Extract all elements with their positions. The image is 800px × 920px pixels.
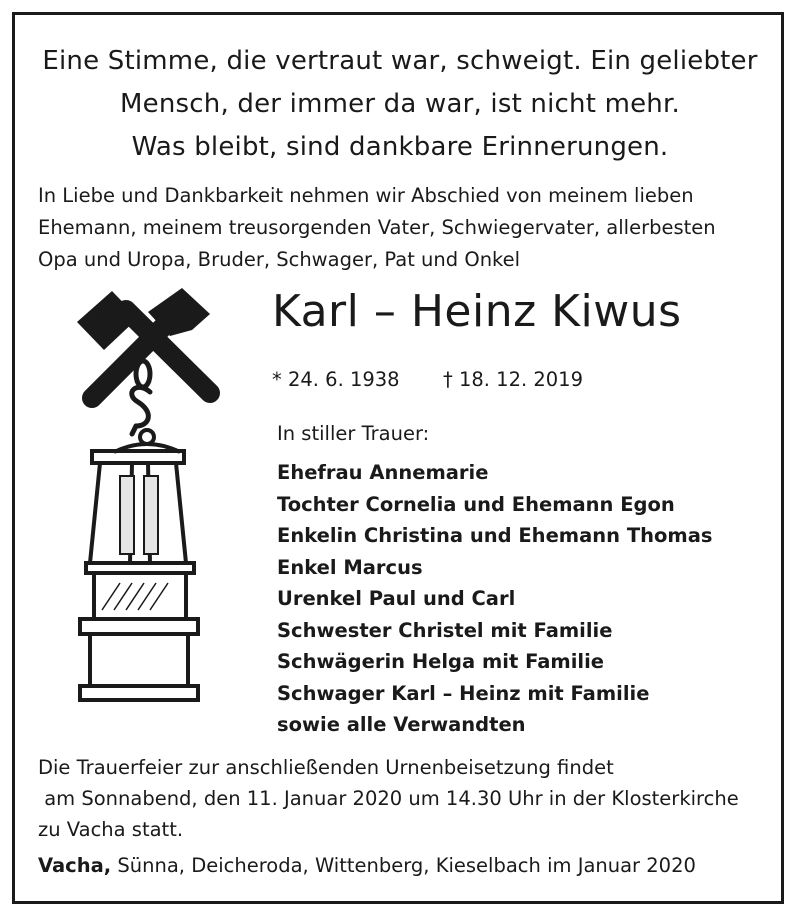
mourner-line: Schwester Christel mit Familie (277, 618, 613, 642)
mourner-line: Tochter Cornelia und Ehemann Egon (277, 492, 675, 516)
mourner-line: Enkelin Christina und Ehemann Thomas (277, 524, 713, 547)
mourner-line: Ehefrau Annemarie (277, 461, 489, 484)
mourner-line: Schwager Karl – Heinz mit Familie (277, 681, 650, 705)
motto-line: Mensch, der immer da war, ist nicht mehr. (120, 89, 680, 119)
service-line: zu Vacha statt. (38, 818, 184, 841)
intro-line: In Liebe und Dankbarkeit nehmen wir Abschied von meinem lieben (38, 184, 694, 207)
mourners-list (277, 457, 712, 741)
mourners-heading: In stiller Trauer: (277, 422, 430, 445)
motto-line: Eine Stimme, die vertraut war, schweigt. Ein geliebter (42, 46, 758, 76)
closing-rest: Sünna, Deicheroda, Wittenberg, Kieselbach im Januar 2020 (111, 854, 696, 877)
motto-verse (0, 40, 800, 169)
service-line: Die Trauerfeier zur anschließenden Urnenbeisetzung findet (38, 756, 614, 779)
lamp-hook-icon (132, 361, 150, 434)
miners-emblem (74, 288, 234, 708)
mourner-line: Enkel Marcus (277, 555, 423, 579)
service-line: am Sonnabend, den 11. Januar 2020 um 14.30 Uhr in der Klosterkirche (38, 787, 739, 810)
mourner-line: Schwägerin Helga mit Familie (277, 650, 604, 673)
mourner-line: sowie alle Verwandten (277, 713, 526, 736)
deceased-name: Karl – Heinz Kiwus (272, 286, 682, 337)
miners-lamp-icon (80, 430, 198, 700)
hammer-and-pick-icon (77, 288, 210, 398)
motto-line: Was bleibt, sind dankbare Erinnerungen. (131, 132, 669, 162)
mourner-line: Urenkel Paul und Carl (277, 587, 516, 610)
birth-date: * 24. 6. 1938 (272, 368, 400, 391)
closing-places-line (38, 854, 696, 877)
closing-town: Vacha, (38, 854, 112, 877)
intro-line: Ehemann, meinem treusorgenden Vater, Schwiegervater, allerbesten (38, 216, 716, 239)
death-date: † 18. 12. 2019 (443, 368, 583, 391)
intro-text (38, 180, 768, 276)
intro-line: Opa und Uropa, Bruder, Schwager, Pat und Onkel (38, 248, 521, 271)
funeral-service-notice (38, 752, 768, 845)
